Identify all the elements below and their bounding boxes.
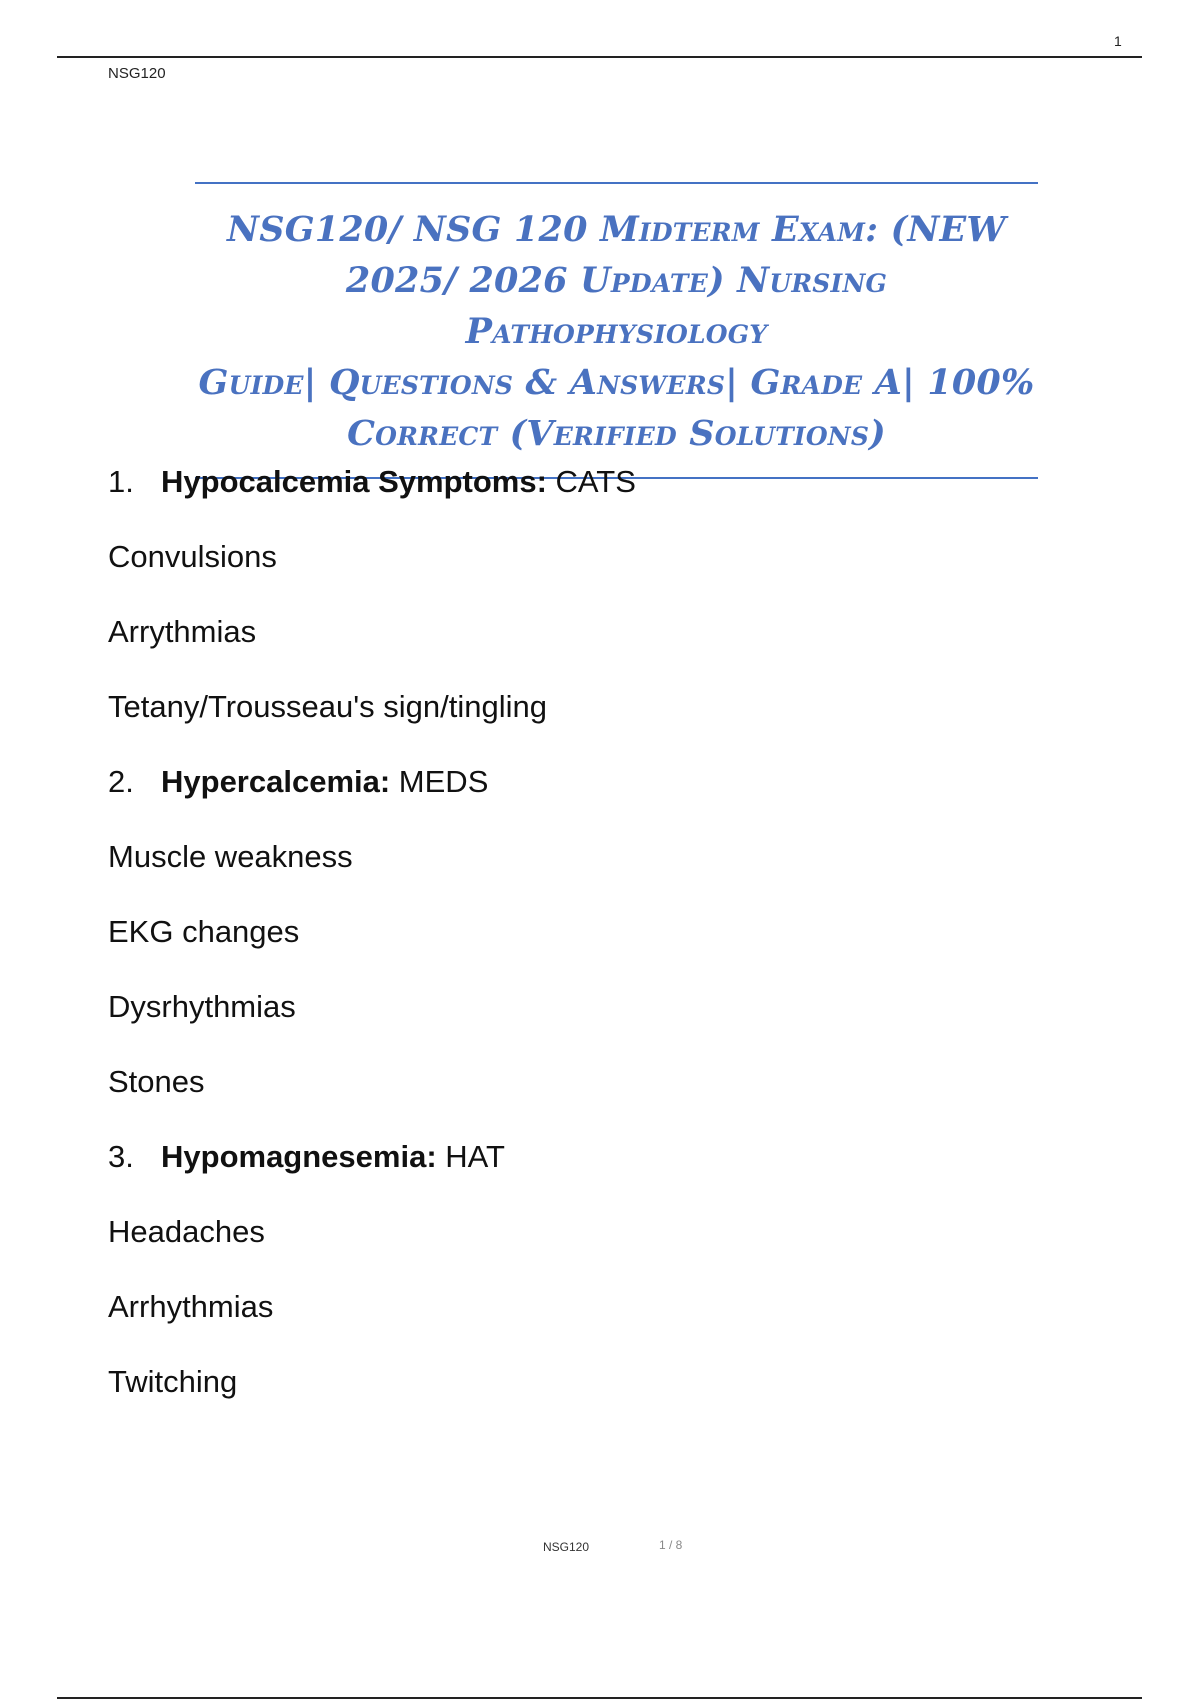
question-term: Hypocalcemia Symptoms: — [161, 464, 547, 499]
title-line-2: 2025/ 2026 Update) Nursing Pathophysiology — [345, 260, 888, 352]
question-mnemonic: MEDS — [390, 764, 489, 799]
answer-line: Arrhythmias — [108, 1289, 274, 1324]
question-list — [108, 460, 1108, 1435]
footer-label: NSG120 — [543, 1540, 590, 1554]
document-title — [195, 182, 1038, 479]
answer-line: Headaches — [108, 1214, 265, 1249]
question-heading — [108, 1135, 1108, 1210]
title-line-4: Correct (Verified Solutions) — [347, 413, 886, 454]
page-footer — [0, 1540, 1200, 1560]
question-number: 3. — [108, 1139, 134, 1174]
footer-rule — [57, 1697, 1142, 1699]
footer-page-indicator: 1 / 8 — [659, 1538, 683, 1552]
question-term: Hypomagnesemia: — [161, 1139, 437, 1174]
question-heading — [108, 460, 1108, 535]
question-mnemonic: CATS — [546, 464, 636, 499]
answer-line: Arrythmias — [108, 614, 257, 649]
answer-line: Convulsions — [108, 539, 277, 574]
question-number: 2. — [108, 764, 134, 799]
title-line-3: Guide| Questions & Answers| Grade A| 100% — [198, 362, 1035, 403]
page-number: 1 — [1114, 33, 1122, 49]
question-mnemonic: HAT — [436, 1139, 505, 1174]
answer-line: Stones — [108, 1064, 205, 1099]
answer-line: EKG changes — [108, 914, 300, 949]
question-term: Hypercalcemia: — [161, 764, 391, 799]
question-heading — [108, 760, 1108, 835]
question-number: 1. — [108, 464, 134, 499]
title-line-1: NSG120/ NSG 120 Midterm Exam: (NEW — [227, 209, 1006, 250]
header-label: NSG120 — [108, 65, 166, 82]
answer-line: Dysrhythmias — [108, 989, 296, 1024]
answer-line: Tetany/Trousseau's sign/tingling — [108, 689, 548, 724]
answer-line: Muscle weakness — [108, 839, 353, 874]
answer-line: Twitching — [108, 1364, 238, 1399]
header-rule — [57, 56, 1142, 58]
